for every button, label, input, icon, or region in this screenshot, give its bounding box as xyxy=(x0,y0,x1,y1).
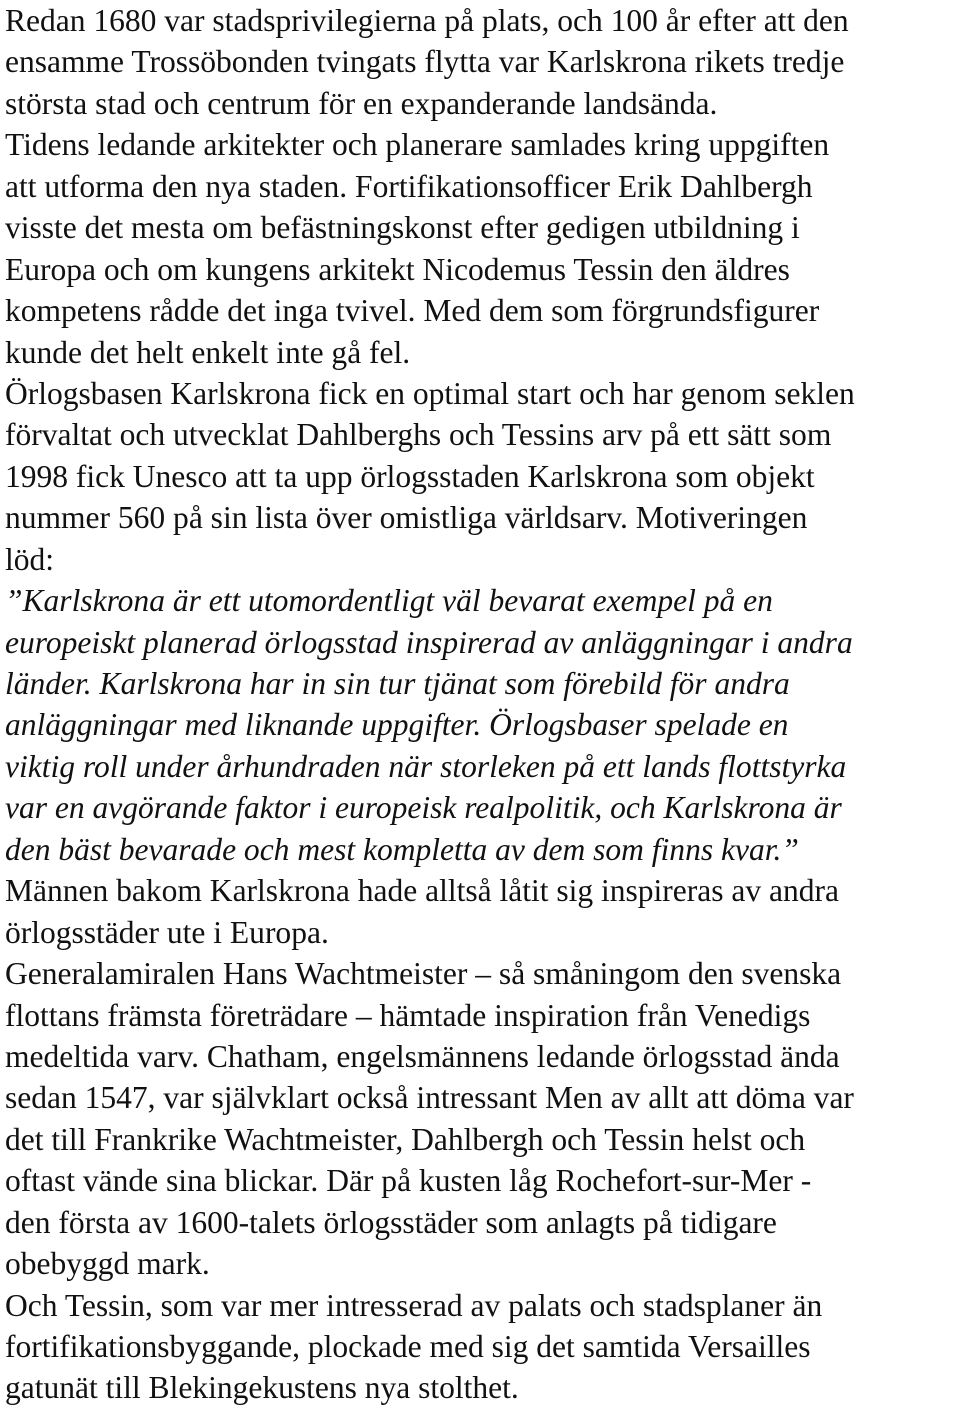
text-line xyxy=(5,1077,957,1118)
text-line xyxy=(5,539,957,580)
text-line xyxy=(5,829,957,870)
body-text: 1998 fick Unesco att ta upp örlogsstaden Karlskrona som objekt xyxy=(5,458,815,494)
text-line xyxy=(5,870,957,911)
body-text: ensamme Trossöbonden tvingats flytta var Karlskrona rikets tredje xyxy=(5,44,845,80)
body-text: medeltida varv. Chatham, engelsmännens ledande örlogsstad ända xyxy=(5,1038,840,1074)
body-text: fortifikationsbyggande, plockade med sig det samtida Versailles xyxy=(5,1329,811,1364)
text-line xyxy=(5,663,957,704)
quote-text: viktig roll under århundraden när storleken på ett lands flottstyrka xyxy=(5,748,847,784)
text-line xyxy=(5,249,957,290)
body-text: nummer 560 på sin lista över omistliga världsarv. Motiveringen xyxy=(5,500,808,536)
text-line xyxy=(5,0,957,41)
text-line xyxy=(5,1285,957,1326)
body-text: Örlogsbasen Karlskrona fick en optimal start och har genom seklen xyxy=(5,375,855,411)
text-line xyxy=(5,1036,957,1077)
body-text: Och Tessin, som var mer intresserad av palats och stadsplaner än xyxy=(5,1287,823,1323)
text-line xyxy=(5,290,957,331)
body-text: Europa och om kungens arkitekt Nicodemus Tessin den äldres xyxy=(5,251,790,287)
text-line xyxy=(5,1160,957,1201)
text-line xyxy=(5,1367,957,1408)
text-line xyxy=(5,83,957,124)
body-text: sedan 1547, var självklart också intressant Men av allt att döma var xyxy=(5,1080,854,1116)
text-line xyxy=(5,497,957,538)
text-line xyxy=(5,1243,957,1284)
body-text: örlogsstäder ute i Europa. xyxy=(5,914,329,950)
document-page xyxy=(5,0,957,1409)
text-line xyxy=(5,41,957,82)
body-text: det till Frankrike Wachtmeister, Dahlbergh och Tessin helst och xyxy=(5,1121,806,1157)
quote-text: ”Karlskrona är ett utomordentligt väl bevarat exempel på en xyxy=(5,583,773,619)
text-line xyxy=(5,622,957,663)
body-text: att utforma den nya staden. Fortifikationsofficer Erik Dahlbergh xyxy=(5,168,813,204)
quote-text: länder. Karlskrona har in sin tur tjänat som förebild för andra xyxy=(5,666,790,701)
text-line xyxy=(5,456,957,497)
body-text: den första av 1600-talets örlogsstäder som anlagts på tidigare xyxy=(5,1204,777,1240)
text-line xyxy=(5,912,957,953)
text-line xyxy=(5,1202,957,1243)
quote-text: var en avgörande faktor i europeisk realpolitik, och Karlskrona är xyxy=(5,790,842,826)
text-line xyxy=(5,166,957,207)
quote-text: europeiskt planerad örlogsstad inspirerad av anläggningar i andra xyxy=(5,624,853,660)
body-text: obebyggd mark. xyxy=(5,1246,210,1282)
body-text: kompetens rådde det inga tvivel. Med dem som förgrundsfigurer xyxy=(5,293,820,329)
quote-text: anläggningar med liknande uppgifter. Örlogsbaser spelade en xyxy=(5,707,789,743)
body-text: gatunät till Blekingekustens nya stolthet. xyxy=(5,1370,519,1406)
body-text: Männen bakom Karlskrona hade alltså låtit sig inspireras av andra xyxy=(5,873,840,909)
body-text: löd: xyxy=(5,541,55,577)
text-line xyxy=(5,207,957,248)
body-text: förvaltat och utvecklat Dahlberghs och Tessins arv på ett sätt som xyxy=(5,417,832,453)
text-line xyxy=(5,704,957,745)
body-text: visste det mesta om befästningskonst efter gedigen utbildning i xyxy=(5,210,800,246)
text-line xyxy=(5,373,957,414)
body-text: Generalamiralen Hans Wachtmeister – så småningom den svenska xyxy=(5,956,842,992)
body-text: största stad och centrum för en expanderande landsända. xyxy=(5,85,718,121)
text-line xyxy=(5,995,957,1036)
body-text: Redan 1680 var stadsprivilegierna på plats, och 100 år efter att den xyxy=(5,3,849,38)
text-line xyxy=(5,332,957,373)
text-line xyxy=(5,124,957,165)
body-text: Tidens ledande arkitekter och planerare samlades kring uppgiften xyxy=(5,127,830,163)
text-line xyxy=(5,787,957,828)
text-line xyxy=(5,746,957,787)
body-text: flottans främsta företrädare – hämtade inspiration från Venedigs xyxy=(5,997,811,1033)
body-text: oftast vände sina blickar. Där på kusten låg Rochefort-sur-Mer - xyxy=(5,1163,812,1199)
text-line xyxy=(5,1326,957,1367)
text-line xyxy=(5,953,957,994)
body-text: kunde det helt enkelt inte gå fel. xyxy=(5,334,411,370)
text-line xyxy=(5,1119,957,1160)
quote-text: den bäst bevarade och mest kompletta av dem som finns kvar.” xyxy=(5,831,799,867)
text-line xyxy=(5,414,957,455)
text-line xyxy=(5,580,957,621)
